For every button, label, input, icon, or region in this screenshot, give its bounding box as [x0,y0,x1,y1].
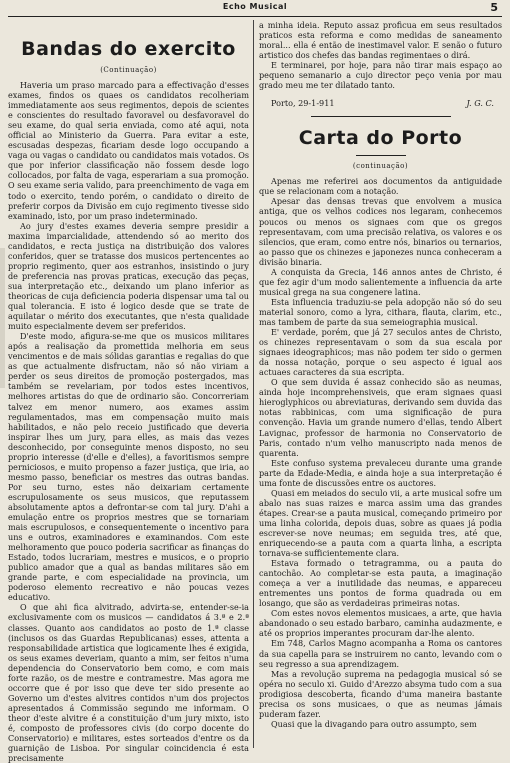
section-rule [311,116,451,117]
paragraph: Apesar das densas trevas que envolvem a musica antiga, que os velhos codices nos legaram, conhecemos poucos ou menos os signaes com que os gregos representavam, com uma precisão relativa, os valores e os silencios, que eram, como entre nós, binarios ou ternarios, ao passo que os chinezes e japonezes nunca conheceram a divisão binaria. [259,196,502,267]
paragraph: E' verdade, porém, que já 27 seculos antes de Christo, os chinezes representavam o som da sua escala por signaes ideographicos; mas não podem ter sido o germen da nossa notação, porque o seu aspecto é igual aos actuaes caracteres da sua escripta. [259,327,502,378]
title-rule [356,155,406,156]
paragraph: A conquista da Grecia, 146 annos antes de Christo, é que fez agir d'um modo salientemente a influencia da arte musical grega na sua congenere latina. [259,266,502,297]
right-column [259,20,502,754]
author-initials: J. G. C. [466,98,494,109]
paragraph: Apenas me referirei aos documentos da antiguidade que se relacionam com a notação. [259,176,502,197]
paragraph: Esta influencia traduziu-se pela adopção não só do seu material sonoro, como a lyra, cithara, flauta, clarim, etc., mas tambem de parte da sua semeiographia musical. [259,296,502,327]
article-title-carta: Carta do Porto [298,127,463,150]
paragraph: Com estes novos elementos musicaes, a arte, que havia abandonado o seu estado barbaro, caminha audazmente, e até os proprios imperantes procuram dar-lhe alento. [259,608,502,639]
page-header [8,2,502,17]
paragraph: Quasi que la divagando para outro assumpto, sem [271,718,477,729]
paragraph: Ao jury d'estes exames deveria sempre presidir a maxima imparcialidade, attendendo só ao merito dos candidatos, e recta justiça na distribuição dos valores conferidos, quer se tratasse dos musicos pertencentes ao proprio regimento, quer aos estranhos, insistindo o jury de preferencia nas provas praticas, execução das peças, sua interpretação etc., deixando um plano inferior as theoricas de cuja deficiencia poderia dispensar uma tal ou qual tolerancia. E isto é logico desde que se trate de aquilatar o mérito dos executantes, que n'esta qualidade muito especialmente devem ser preferidos. [8,220,249,332]
article-signoff [259,98,502,108]
paragraph: E terminarei, por hoje, para não tirar mais espaço ao pequeno semanario a cujo director peço venia por mau grado meu me ter dilatado tanto. [259,60,502,91]
paragraph: Mas a revolução suprema na pedagogia musical só se opéra no seculo xi. Guido d'Arezzo absyma tudo com a sua prodigiosa descoberta, ficando d'uma maneira bastante precisa os sons musicaes, o que as neumas jámais puderam fazer. [259,668,502,719]
paragraph: O que ahi fica alvitrado, advirta-se, entender-se-ia exclusivamente com os musicos — candidatos á 3.ª e 2.ª classes. Quanto aos candidatos ao posto de 1.ª classe (inclusos os das Guardas Republicanas) esses, attenta a responsabilidade artistica que logicamente lhes é exigida, os seus exames deveriam, quanto a mim, ser feitos n'uma dependencia do Conservatorio bem como, e com mais forte razão, os de mestre e contramestre. Mas agora me occorre que é por isso que deve ter sido presente ao Governo um d'estes alvitres contidos n'um dos projectos apresentados á Commissão segundo me informam. O theor d'este alvitre é a constituição d'um jury mixto, isto é, composto de professores civis (do corpo docente do Conservatorio) e militares, estes sorteados d'entre os da guarnição de Lisboa. Por singular coincidencia é esta precisamente [8,602,249,763]
continuation-label-right: (continuação) [352,162,409,171]
journal-name: Echo Musical [222,2,288,11]
paragraph: Estava formado o tetragramma, ou a pauta do cantochão. Ao completar-se esta pauta, a imaginação começa a ver a inutilidade das neumas, e appareceu entrementes uns pontos de forma quadrada ou em losango, que são as verdadeiras primeiras notas. [259,558,502,609]
paragraph: D'este modo, afigura-se-me que os musicos militares após a realisação da promettida melhoria em seus vencimentos e de mais sólidas garantias e regalias do que as que actualmente disfructam, não só não viriam a perder os seus direitos de promoção postergados, mas também se revelariam, por todos estes incentivos, melhores artistas do que de ordinario são. Concorreriam talvez em menor numero, aos exames assim regulamentados, mas em compensação muito mais habilitados, e não pelo receio justificado que deveria inspirar lhes um jury, para elles, as mais das vezes desconhecido, por conseguinte menos disposto, no seu proprio interesse (d'elle e d'elles), a favoritismos sempre perniciosos, e muito propenso a fazer justiça, que iria, ao mesmo passo, beneficiar os mestres das outras bandas. Por seu turno, estes não deixariam certamente escrupulosamente os seus musicos, que reputassem absolutamente aptos a defrontar-se com tal jury. D'ahi a emulação entre os proprios mestres que se tornariam mais escrupulosos, e consequentemente o incentivo para uns e outros, examinadores e examinandos. Com este melhoramento que pouco poderia sacrificar as finanças do Estado, todos lucrariam, mestres e musicos, e o proprio publico amador que a qual as bandas militares são em grande parte, e com especialidade na provincia, um poderoso elemento recreativo e não poucas vezes educativo. [8,331,249,603]
left-column [8,20,249,763]
paragraph: Em 748, Carlos Magno acompanha a Roma os cantores da sua capella para se instruirem no canto, levando com o seu regresso a sua aprendizagem. [259,638,502,669]
page-number: 5 [490,1,498,14]
paragraph: Quasi em meiados do seculo vii, a arte musical sofre um abalo nas suas raizes e marca assim uma das grandes étapes. Crear-se a pauta musical, começando primeiro por uma linha colorida, depois duas, sobre as quaes já podia escrever-se nove neumas; em seguida tres, até que, enriquecendo-se a pauta com a quarta linha, a escripta tornava-se sufficientemente clara. [259,487,502,559]
paragraph: Haveria um praso marcado para a effectivação d'esses exames, findos os quaes os candidatos recolheriam immediatamente aos seus regimentos, depois de scientes e conscientes do resultado favoravel ou desfavoravel do seu exame, do qual seria enviada, como até aqui, nota official ao Ministerio da Guerra. Para evitar a este, escusadas despezas, ficariam desde logo occupando a vaga ou vagas o candidato ou candidatos mais votados. Os que por inferior classificação não fossem desde logo collocados, por falta de vaga, esperariam a sua promoção. O seu exame seria valido, para preenchimento de vaga em todo o exercito, tendo porém, o candidato o direito de preferir corpos da Divisão em cujo regimento tivesse sido examinado, isto, por um praso indeterminado. [8,80,249,221]
paragraph: O que sem duvida é assaz conhecido são as neumas, ainda hoje incomprehensiveis, que eram signaes quasi hieroglyphicos ou abreviaturas, derivando sem duvida das notas rabbinicas, com uma significação de pura convenção. Havia um grande numero d'ellas, tendo Albert Lavignac, professor de harmonia no Conservatorio de Paris, contado n'um velho manuscripto nada menos de quarenta. [259,377,502,458]
paragraph: a minha ideia. Reputo assaz proficua em seus resultados praticos esta reforma e como medidas de saneamento moral... ella é então de inestimavel valor. E senão o futuro artistico dos chefes das bandas regimentaes o dirá. [259,20,502,61]
continuation-label-left: (Continuação) [100,66,157,74]
paragraph: Este confuso systema prevaleceu durante uma grande parte da Edade-Media, e ainda hoje a sua interpretação é uma fonte de discussões entre os auctores. [259,457,502,488]
page-edge-shadow [0,248,5,388]
place-date: Porto, 29-1-911 [271,98,335,109]
article-title-bandas: Bandas do exercito [21,38,236,60]
column-divider [253,20,254,748]
